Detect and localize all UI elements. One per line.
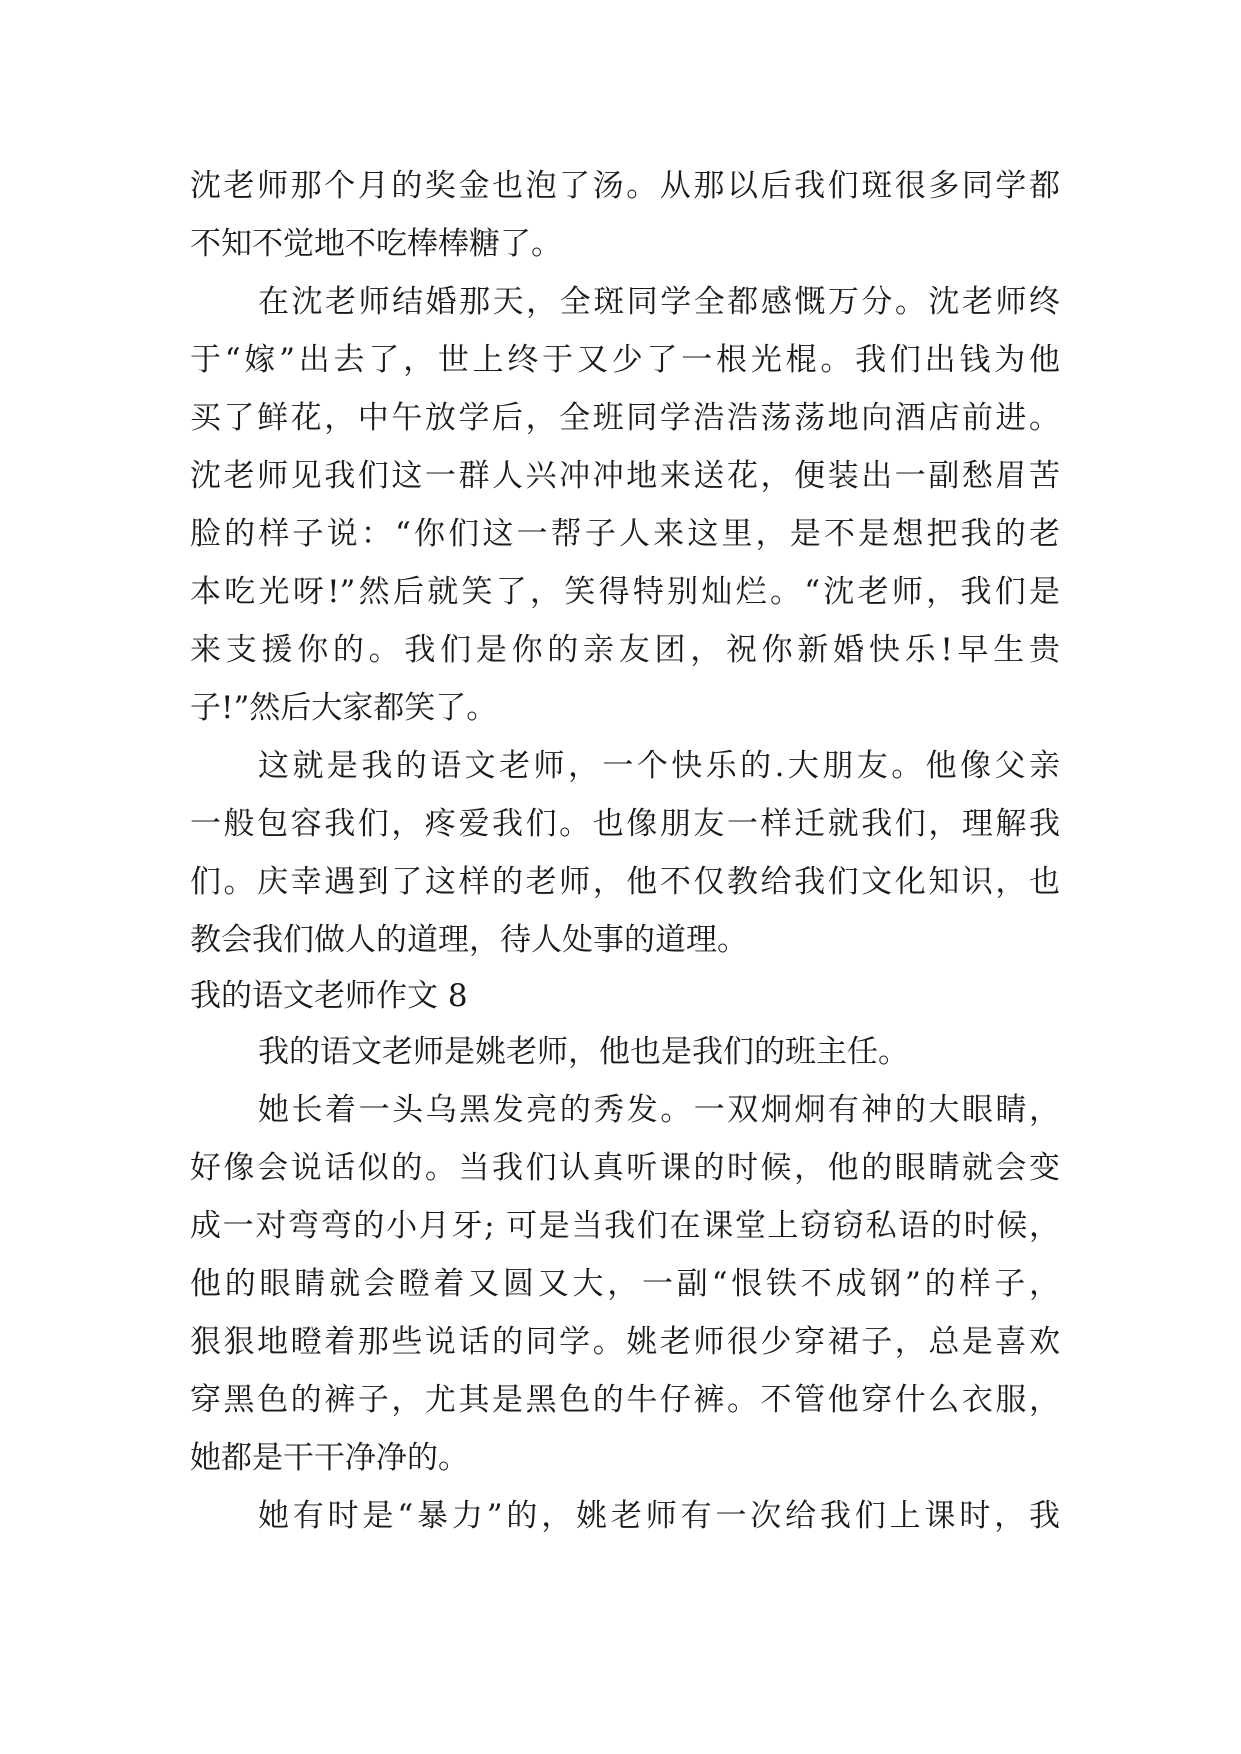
text-line: 沈老师见我们这一群人兴冲冲地来送花，便装出一副愁眉苦 [190,458,1060,494]
paragraph-first-line: 她长着一头乌黑发亮的秀发。一双炯炯有神的大眼睛， [258,1092,1060,1128]
text-line: 沈老师那个月的奖金也泡了汤。从那以后我们斑很多同学都 [190,168,1060,204]
paragraph-first-line: 在沈老师结婚那天，全斑同学全都感慨万分。沈老师终 [258,284,1060,320]
text-line: 脸的样子说：“你们这一帮子人来这里，是不是想把我的老 [190,516,1060,552]
text-line: 子!”然后大家都笑了。 [190,690,498,726]
paragraph-first-line: 这就是我的语文老师，一个快乐的.大朋友。他像父亲 [258,748,1060,784]
paragraph-first-line: 我的语文老师是姚老师，他也是我们的班主任。 [258,1034,909,1070]
text-line: 教会我们做人的道理，待人处事的道理。 [190,922,748,958]
text-line: 本吃光呀!”然后就笑了，笑得特别灿烂。“沈老师，我们是 [190,574,1060,610]
text-line: 不知不觉地不吃棒棒糖了。 [190,226,562,262]
paragraph-first-line: 她有时是“暴力”的，姚老师有一次给我们上课时，我 [258,1498,1060,1534]
text-line: 来支援你的。我们是你的亲友团，祝你新婚快乐!早生贵 [190,632,1060,668]
section-heading: 我的语文老师作文 8 [190,978,468,1014]
text-line: 们。庆幸遇到了这样的老师，他不仅教给我们文化知识，也 [190,864,1060,900]
text-line: 好像会说话似的。当我们认真听课的时候，他的眼睛就会变 [190,1150,1060,1186]
text-line: 穿黑色的裤子，尤其是黑色的牛仔裤。不管他穿什么衣服， [190,1382,1060,1418]
text-line: 成一对弯弯的小月牙; 可是当我们在课堂上窃窃私语的时候， [190,1208,1060,1244]
text-line: 一般包容我们，疼爱我们。也像朋友一样迁就我们，理解我 [190,806,1060,842]
text-line: 她都是干干净净的。 [190,1440,469,1476]
text-line: 狠狠地瞪着那些说话的同学。姚老师很少穿裙子，总是喜欢 [190,1324,1060,1360]
text-line: 买了鲜花，中午放学后，全班同学浩浩荡荡地向酒店前进。 [190,400,1060,436]
text-line: 他的眼睛就会瞪着又圆又大，一副“恨铁不成钢”的样子， [190,1266,1060,1302]
text-line: 于“嫁”出去了，世上终于又少了一根光棍。我们出钱为他 [190,342,1060,378]
